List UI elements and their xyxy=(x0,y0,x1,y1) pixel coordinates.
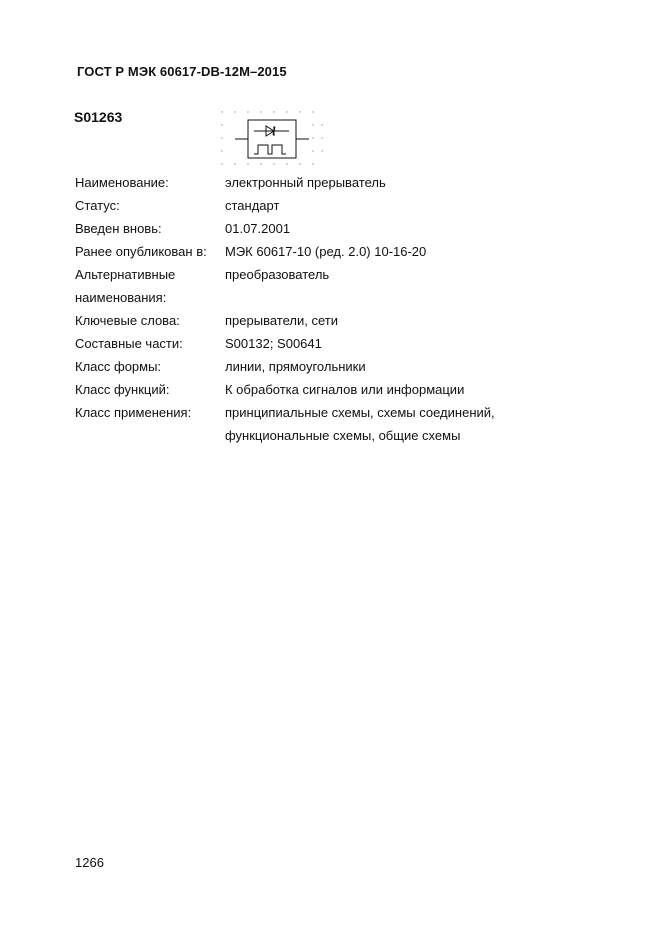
electronic-chopper-symbol-icon xyxy=(218,110,326,166)
property-value: S00132; S00641 xyxy=(225,336,322,351)
property-value: линии, прямоугольники xyxy=(225,359,366,374)
property-label: Класс применения: xyxy=(75,405,192,420)
property-label: Класс формы: xyxy=(75,359,162,374)
property-label: Класс функций: xyxy=(75,382,170,397)
property-row-shape-class xyxy=(75,355,615,378)
property-row-introduced xyxy=(75,217,615,240)
property-label: Введен вновь: xyxy=(75,221,162,236)
property-value: МЭК 60617-10 (ред. 2.0) 10-16-20 xyxy=(225,244,427,259)
property-row-name xyxy=(75,171,615,194)
property-row-keywords xyxy=(75,309,615,332)
property-value: 01.07.2001 xyxy=(225,221,291,236)
document-header: ГОСТ Р МЭК 60617-DB-12М–2015 xyxy=(77,64,287,79)
property-row-alternative-names xyxy=(75,263,615,309)
property-label: Ранее опубликован в: xyxy=(75,244,207,259)
property-value: принципиальные схемы, схемы соединений, функциональные схемы, общие схемы xyxy=(225,405,495,443)
property-value: электронный прерыватель xyxy=(225,175,386,190)
property-label: Составные части: xyxy=(75,336,183,351)
property-row-status xyxy=(75,194,615,217)
property-row-previously-published xyxy=(75,240,615,263)
properties-list xyxy=(75,171,615,447)
page-number: 1266 xyxy=(75,855,104,870)
property-row-application-class xyxy=(75,401,615,447)
property-value: К обработка сигналов или информации xyxy=(225,382,465,397)
property-label: Ключевые слова: xyxy=(75,313,180,328)
property-label: Альтернативные наименования: xyxy=(75,267,176,305)
property-label: Наименование: xyxy=(75,175,169,190)
property-row-function-class xyxy=(75,378,615,401)
property-value: прерыватели, сети xyxy=(225,313,338,328)
property-label: Статус: xyxy=(75,198,120,213)
property-value: преобразователь xyxy=(225,267,330,282)
symbol-code: S01263 xyxy=(74,109,123,125)
property-row-components xyxy=(75,332,615,355)
property-value: стандарт xyxy=(225,198,280,213)
